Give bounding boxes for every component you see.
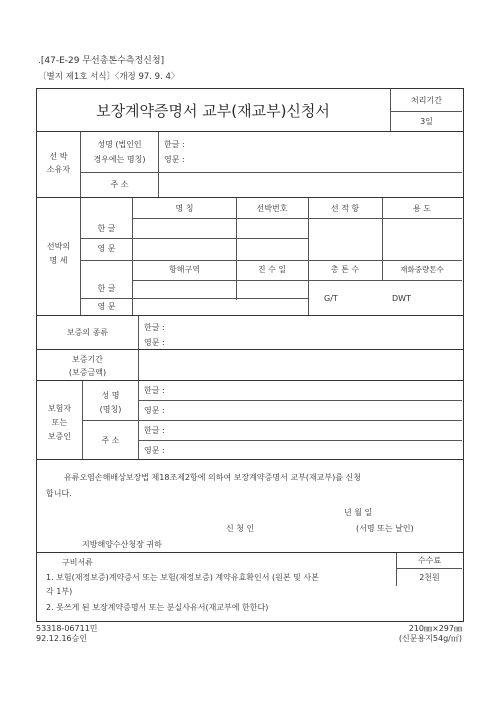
owner-address-label: 주 소 [110,180,129,189]
ship-header-number: 선박번호 [256,204,288,213]
recipient: 지방해양수산청장 귀하 [82,540,162,549]
statement-date: 년 월 일 [344,508,373,517]
ship-header-launch: 진 수 일 [257,265,287,274]
insurance-type-english: 영문 : [144,338,165,347]
insurer-name-label-1: 성 명 [101,391,120,400]
docs-label: 구비서류 [62,558,93,567]
ship-header-gt: 총 톤 수 [330,265,360,274]
owner-name-label-2: 경우에는 명칭) [93,155,146,164]
insurer-section-label-2: 또는 [51,418,68,427]
owner-section-label-2: 소유자 [46,165,71,174]
ship-header-dwt: 재화중량톤수 [400,265,444,274]
insurer-name-label-2: (명칭) [99,405,122,414]
processing-value: 3일 [420,117,433,126]
footer-right-1: 210㎜×297㎜ [408,624,462,633]
ship-section-label-2: 명 세 [49,256,68,265]
ship-header-name: 명 칭 [175,204,194,213]
ship-header-use: 용 도 [413,204,431,213]
footer-right-2: (신문용지54g/㎡) [398,634,462,643]
insurer-address-label: 주 소 [101,436,120,445]
doc-item-1-cont: 각 1부) [46,587,73,596]
ship-english-label-2: 영 문 [97,302,116,311]
ship-header-port: 선 적 항 [330,204,360,213]
statement-text-1: 유류오염손해배상보장법 제18조제2항에 의하여 보장계약증명서 교부(재교부)를 신청 [64,473,361,482]
ship-korean-label-2: 한 글 [97,284,116,293]
insurer-address-english: 영문 : [144,446,165,455]
doc-item-2: 2. 못쓰게 된 보장계약증명서 또는 분실사유서(재교부에 한한다) [46,603,269,612]
doc-item-1: 1. 보험(재정보증)계약증서 또는 보험(재정보증) 계약유효확인서 (원본 및 사본 [46,573,319,582]
applicant-label: 신 청 인 [226,524,255,533]
insurance-type-label: 보증의 종류 [66,328,109,337]
form-code: .[47-E-29 무선총톤수측정신청] [38,56,165,66]
ship-english-label-1: 영 문 [97,244,116,253]
fee-label: 수수료 [417,556,442,565]
insurance-type-korean: 한글 : [144,323,165,332]
footer-left-1: 53318-06711민 [36,624,98,633]
gt-unit: G/T [324,294,338,303]
period-label-1: 보증기간 [72,355,103,364]
ship-header-area: 항해구역 [169,265,200,274]
ship-section-label-1: 선박의 [46,242,71,251]
insurer-section-label-1: 보험자 [47,404,72,413]
owner-korean-label: 한글 : [164,140,185,149]
form-revision: 〔별지 제1호 서식〕〈개정 97. 9. 4〉 [38,72,180,82]
owner-section-label-1: 선 박 [49,152,68,161]
fee-value: 2천원 [419,573,440,582]
footer-left-2: 92.12.16승인 [36,634,88,643]
insurer-name-english: 영문 : [144,406,165,415]
insurer-section-label-3: 보증인 [47,432,72,441]
dwt-unit: DWT [392,294,411,303]
statement-text-2: 합니다. [46,489,72,498]
applicant-sign: (서명 또는 날인) [356,524,414,533]
insurer-name-korean: 한글 : [144,386,165,395]
form-title: 보장계약증명서 교부(재교부)신청서 [96,102,330,120]
processing-label: 처리기간 [411,96,442,105]
owner-english-label: 영문 : [164,155,185,164]
owner-name-label-1: 성명 (법인인 [97,140,142,149]
ship-korean-label-1: 한 글 [97,224,116,233]
insurer-address-korean: 한글 : [144,426,165,435]
period-label-2: (보증금액) [68,368,107,377]
